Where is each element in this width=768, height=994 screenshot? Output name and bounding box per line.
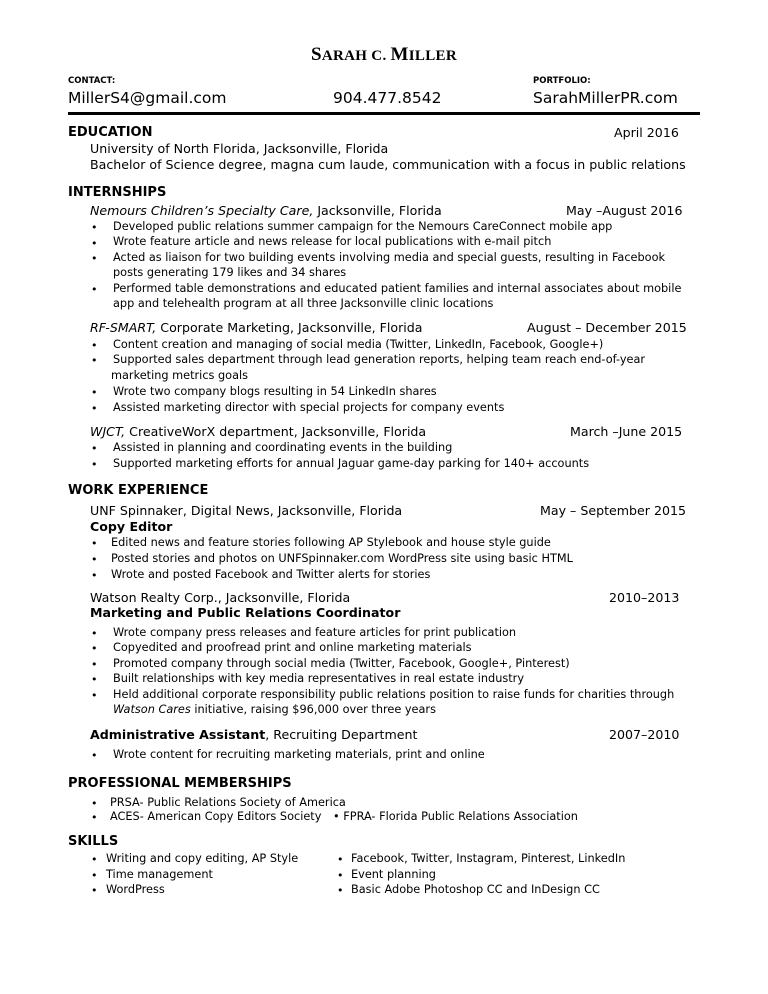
job-date: August – December 2015 [527, 320, 687, 335]
bullet-text-cont: Watson Cares initiative, raising $96,000 over three years [113, 703, 436, 716]
bullet-text: Posted stories and photos on UNFSpinnaker.com WordPress site using basic HTML [111, 552, 573, 565]
bullet-icon: • [337, 869, 344, 882]
bullet-icon: • [91, 237, 98, 250]
bullet-text: Held additional corporate responsibility public relations position to raise funds for charities through [113, 688, 675, 701]
membership-item: ACES- American Copy Editors Society [110, 810, 322, 823]
skill-item: Writing and copy editing, AP Style [106, 852, 299, 865]
bullet-icon: • [91, 354, 98, 367]
internships-heading: INTERNSHIPS [68, 185, 167, 200]
education-heading: EDUCATION [68, 125, 153, 140]
skill-item: Basic Adobe Photoshop CC and InDesign CC [351, 883, 600, 896]
bullet-icon: • [91, 252, 98, 265]
bullet-icon: • [91, 339, 98, 352]
portfolio-label: PORTFOLIO: [533, 76, 591, 86]
contact-label: CONTACT: [68, 76, 116, 86]
job-title-line: RF-SMART, Corporate Marketing, Jacksonville, Florida [90, 320, 423, 335]
membership-item: PRSA- Public Relations Society of America [110, 796, 346, 809]
skill-item: WordPress [106, 883, 165, 896]
job-title-line: Nemours Children’s Specialty Care, Jacksonville, Florida [90, 203, 442, 218]
job-title-line: UNF Spinnaker, Digital News, Jacksonville, Florida [90, 503, 403, 518]
bullet-icon: • [91, 869, 98, 882]
job-date: March –June 2015 [570, 424, 683, 439]
bullet-icon: • [91, 402, 98, 415]
bullet-text: Content creation and managing of social media (Twitter, LinkedIn, Facebook, Google+) [113, 338, 604, 351]
bullet-text: Copyedited and proofread print and online marketing materials [113, 641, 472, 654]
bullet-icon: • [91, 458, 98, 471]
bullet-icon: • [337, 853, 344, 866]
skills-heading: SKILLS [68, 834, 119, 849]
job-title-line: Administrative Assistant, Recruiting Department [90, 727, 418, 742]
bullet-icon: • [91, 386, 98, 399]
work-heading: WORK EXPERIENCE [68, 483, 209, 498]
header-divider [68, 112, 700, 115]
bullet-text: Assisted in planning and coordinating events in the building [113, 441, 453, 454]
job-position: Marketing and Public Relations Coordinator [90, 605, 401, 620]
bullet-icon: • [91, 283, 98, 296]
job-date: 2007–2010 [609, 727, 680, 742]
skill-item: Time management [106, 868, 213, 881]
job-date: May – September 2015 [540, 503, 687, 518]
education-date: April 2016 [614, 125, 679, 140]
bullet-icon: • [91, 884, 98, 897]
membership-item: • FPRA- Florida Public Relations Association [333, 810, 578, 823]
bullet-icon: • [91, 569, 98, 582]
bullet-text: Wrote feature article and news release for local publications with e-mail pitch [113, 235, 552, 248]
bullet-text: Wrote company press releases and feature articles for print publication [113, 626, 517, 639]
skill-item: Facebook, Twitter, Instagram, Pinterest, LinkedIn [351, 852, 626, 865]
bullet-text: Assisted marketing director with special projects for company events [113, 401, 505, 414]
memberships-heading: PROFESSIONAL MEMBERSHIPS [68, 776, 292, 791]
bullet-text: Wrote two company blogs resulting in 54 LinkedIn shares [113, 385, 437, 398]
bullet-icon: • [91, 442, 98, 455]
bullet-text-cont: marketing metrics goals [111, 369, 249, 382]
bullet-text: Acted as liaison for two building events involving media and special guests, resulting in Facebook [113, 251, 666, 264]
bullet-text: Wrote and posted Facebook and Twitter alerts for stories [111, 568, 431, 581]
education-school: University of North Florida, Jacksonville, Florida [90, 141, 389, 156]
bullet-icon: • [91, 673, 98, 686]
bullet-icon: • [91, 689, 98, 702]
bullet-text: Developed public relations summer campaign for the Nemours CareConnect mobile app [113, 220, 613, 233]
bullet-icon: • [91, 627, 98, 640]
bullet-icon: • [91, 749, 98, 762]
bullet-text: Wrote content for recruiting marketing materials, print and online [113, 748, 485, 761]
skill-item: Event planning [351, 868, 436, 881]
email-link[interactable]: MillerS4@gmail.com [68, 89, 227, 107]
resume-name: SARAH C. MILLER [311, 44, 457, 65]
bullet-icon: • [91, 811, 98, 824]
job-title-line: Watson Realty Corp., Jacksonville, Florida [90, 590, 351, 605]
job-date: 2010–2013 [609, 590, 680, 605]
job-date: May –August 2016 [566, 203, 683, 218]
phone-number: 904.477.8542 [333, 89, 442, 107]
bullet-icon: • [91, 797, 98, 810]
bullet-icon: • [91, 537, 98, 550]
bullet-icon: • [91, 221, 98, 234]
bullet-text: Edited news and feature stories following AP Stylebook and house style guide [111, 536, 551, 549]
bullet-text: Promoted company through social media (Twitter, Facebook, Google+, Pinterest) [113, 657, 570, 670]
bullet-icon: • [91, 553, 98, 566]
bullet-icon: • [91, 642, 98, 655]
bullet-text-cont: app and telehealth program at all three Jacksonville clinic locations [113, 297, 494, 310]
bullet-text: Performed table demonstrations and educated patient families and internal associates about mobile [113, 282, 682, 295]
job-title-line: WJCT, CreativeWorX department, Jacksonville, Florida [90, 424, 427, 439]
bullet-text-cont: posts generating 179 likes and 34 shares [113, 266, 347, 279]
bullet-icon: • [91, 658, 98, 671]
bullet-text: Supported sales department through lead generation reports, helping team reach end-of-year [113, 353, 646, 366]
bullet-text: Built relationships with key media representatives in real estate industry [113, 672, 525, 685]
job-position: Copy Editor [90, 519, 173, 534]
bullet-icon: • [91, 853, 98, 866]
bullet-text: Supported marketing efforts for annual Jaguar game-day parking for 140+ accounts [113, 457, 590, 470]
education-degree: Bachelor of Science degree, magna cum laude, communication with a focus in public relations [90, 157, 686, 172]
portfolio-link[interactable]: SarahMillerPR.com [533, 89, 678, 107]
bullet-icon: • [337, 884, 344, 897]
